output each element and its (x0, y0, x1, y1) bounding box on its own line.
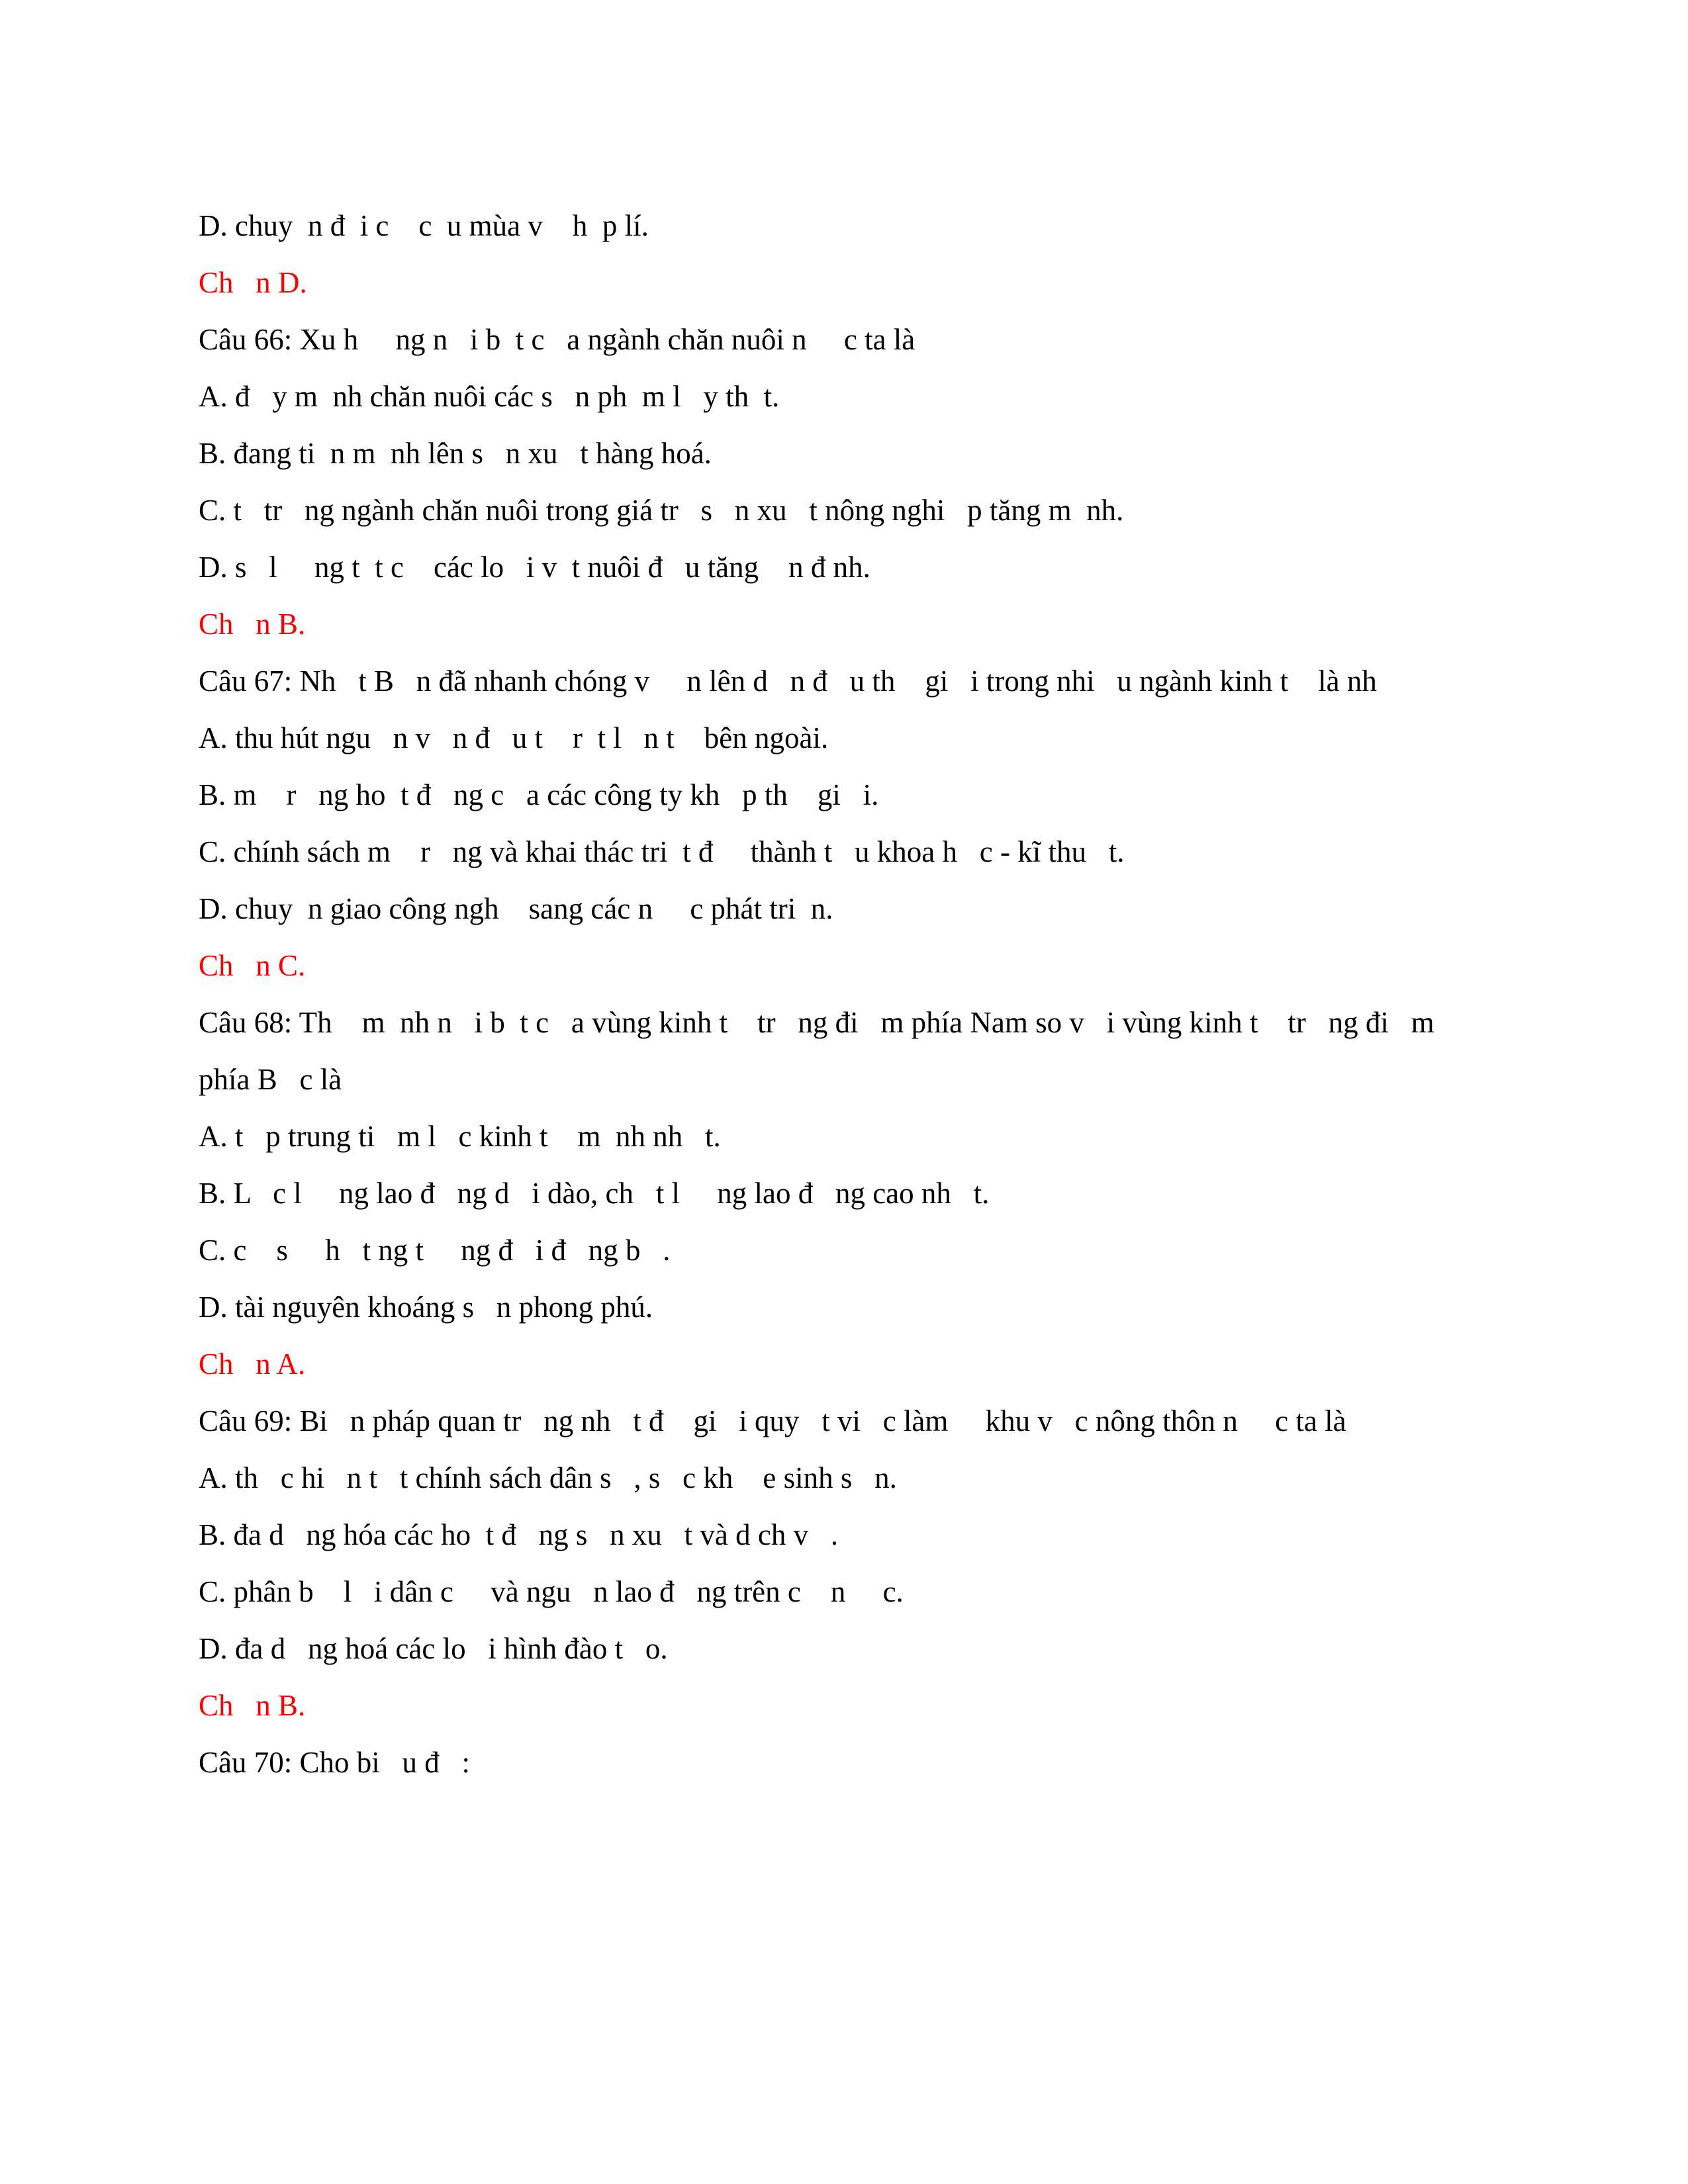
option-c-q69: C. phân b l i dân c và ngu n lao đ ng trên c n c. (199, 1575, 904, 1608)
option-a-q66: A. đ y m nh chăn nuôi các s n ph m l y th t. (199, 380, 780, 413)
option-d-q68: D. tài nguyên khoáng s n phong phú. (199, 1291, 653, 1324)
option-b-q66: B. đang ti n m nh lên s n xu t hàng hoá. (199, 437, 712, 470)
answer-q66: Ch n B. (199, 608, 306, 641)
option-b-q68: B. L c l ng lao đ ng d i dào, ch t l ng lao đ ng cao nh t. (199, 1177, 990, 1210)
option-d-q66: D. s l ng t t c các lo i v t nuôi đ u tăng n đ nh. (199, 551, 870, 584)
question-66: Câu 66: Xu h ng n i b t c a ngành chăn nuôi n c ta là (199, 323, 915, 356)
option-c-q68: C. c s h t ng t ng đ i đ ng b . (199, 1234, 671, 1267)
option-a-q67: A. thu hút ngu n v n đ u t r t l n t bên ngoài. (199, 721, 829, 754)
option-d-q67: D. chuy n giao công ngh sang các n c phát tri n. (199, 892, 833, 925)
question-69: Câu 69: Bi n pháp quan tr ng nh t đ gi i quy t vi c làm khu v c nông thôn n c ta là (199, 1404, 1346, 1437)
document-body (199, 197, 1523, 1791)
option-d-q69: D. đa d ng hoá các lo i hình đào t o. (199, 1632, 668, 1665)
answer-q69: Ch n B. (199, 1689, 306, 1722)
option-a-q68: A. t p trung ti m l c kinh t m nh nh t. (199, 1120, 721, 1153)
option-b-q67: B. m r ng ho t đ ng c a các công ty kh p th gi i. (199, 778, 879, 811)
question-68: Câu 68: Th m nh n i b t c a vùng kinh t tr ng đi m phía Nam so v i vùng kinh t tr ng đi m (199, 1006, 1434, 1039)
option-d-q65: D. chuy n đ i c c u mùa v h p lí. (199, 209, 649, 242)
question-68-continued: phía B c là (199, 1063, 342, 1096)
answer-q67: Ch n C. (199, 949, 306, 982)
option-c-q67: C. chính sách m r ng và khai thác tri t đ thành t u khoa h c - kĩ thu t. (199, 835, 1125, 868)
answer-q68: Ch n A. (199, 1347, 306, 1381)
answer-q65: Ch n D. (199, 266, 307, 299)
option-a-q69: A. th c hi n t t chính sách dân s , s c kh e sinh s n. (199, 1461, 897, 1494)
option-c-q66: C. t tr ng ngành chăn nuôi trong giá tr s n xu t nông nghi p tăng m nh. (199, 494, 1124, 527)
option-b-q69: B. đa d ng hóa các ho t đ ng s n xu t và d ch v . (199, 1518, 839, 1551)
question-67: Câu 67: Nh t B n đã nhanh chóng v n lên d n đ u th gi i trong nhi u ngành kinh t là nh (199, 664, 1377, 698)
question-70: Câu 70: Cho bi u đ : (199, 1746, 471, 1779)
